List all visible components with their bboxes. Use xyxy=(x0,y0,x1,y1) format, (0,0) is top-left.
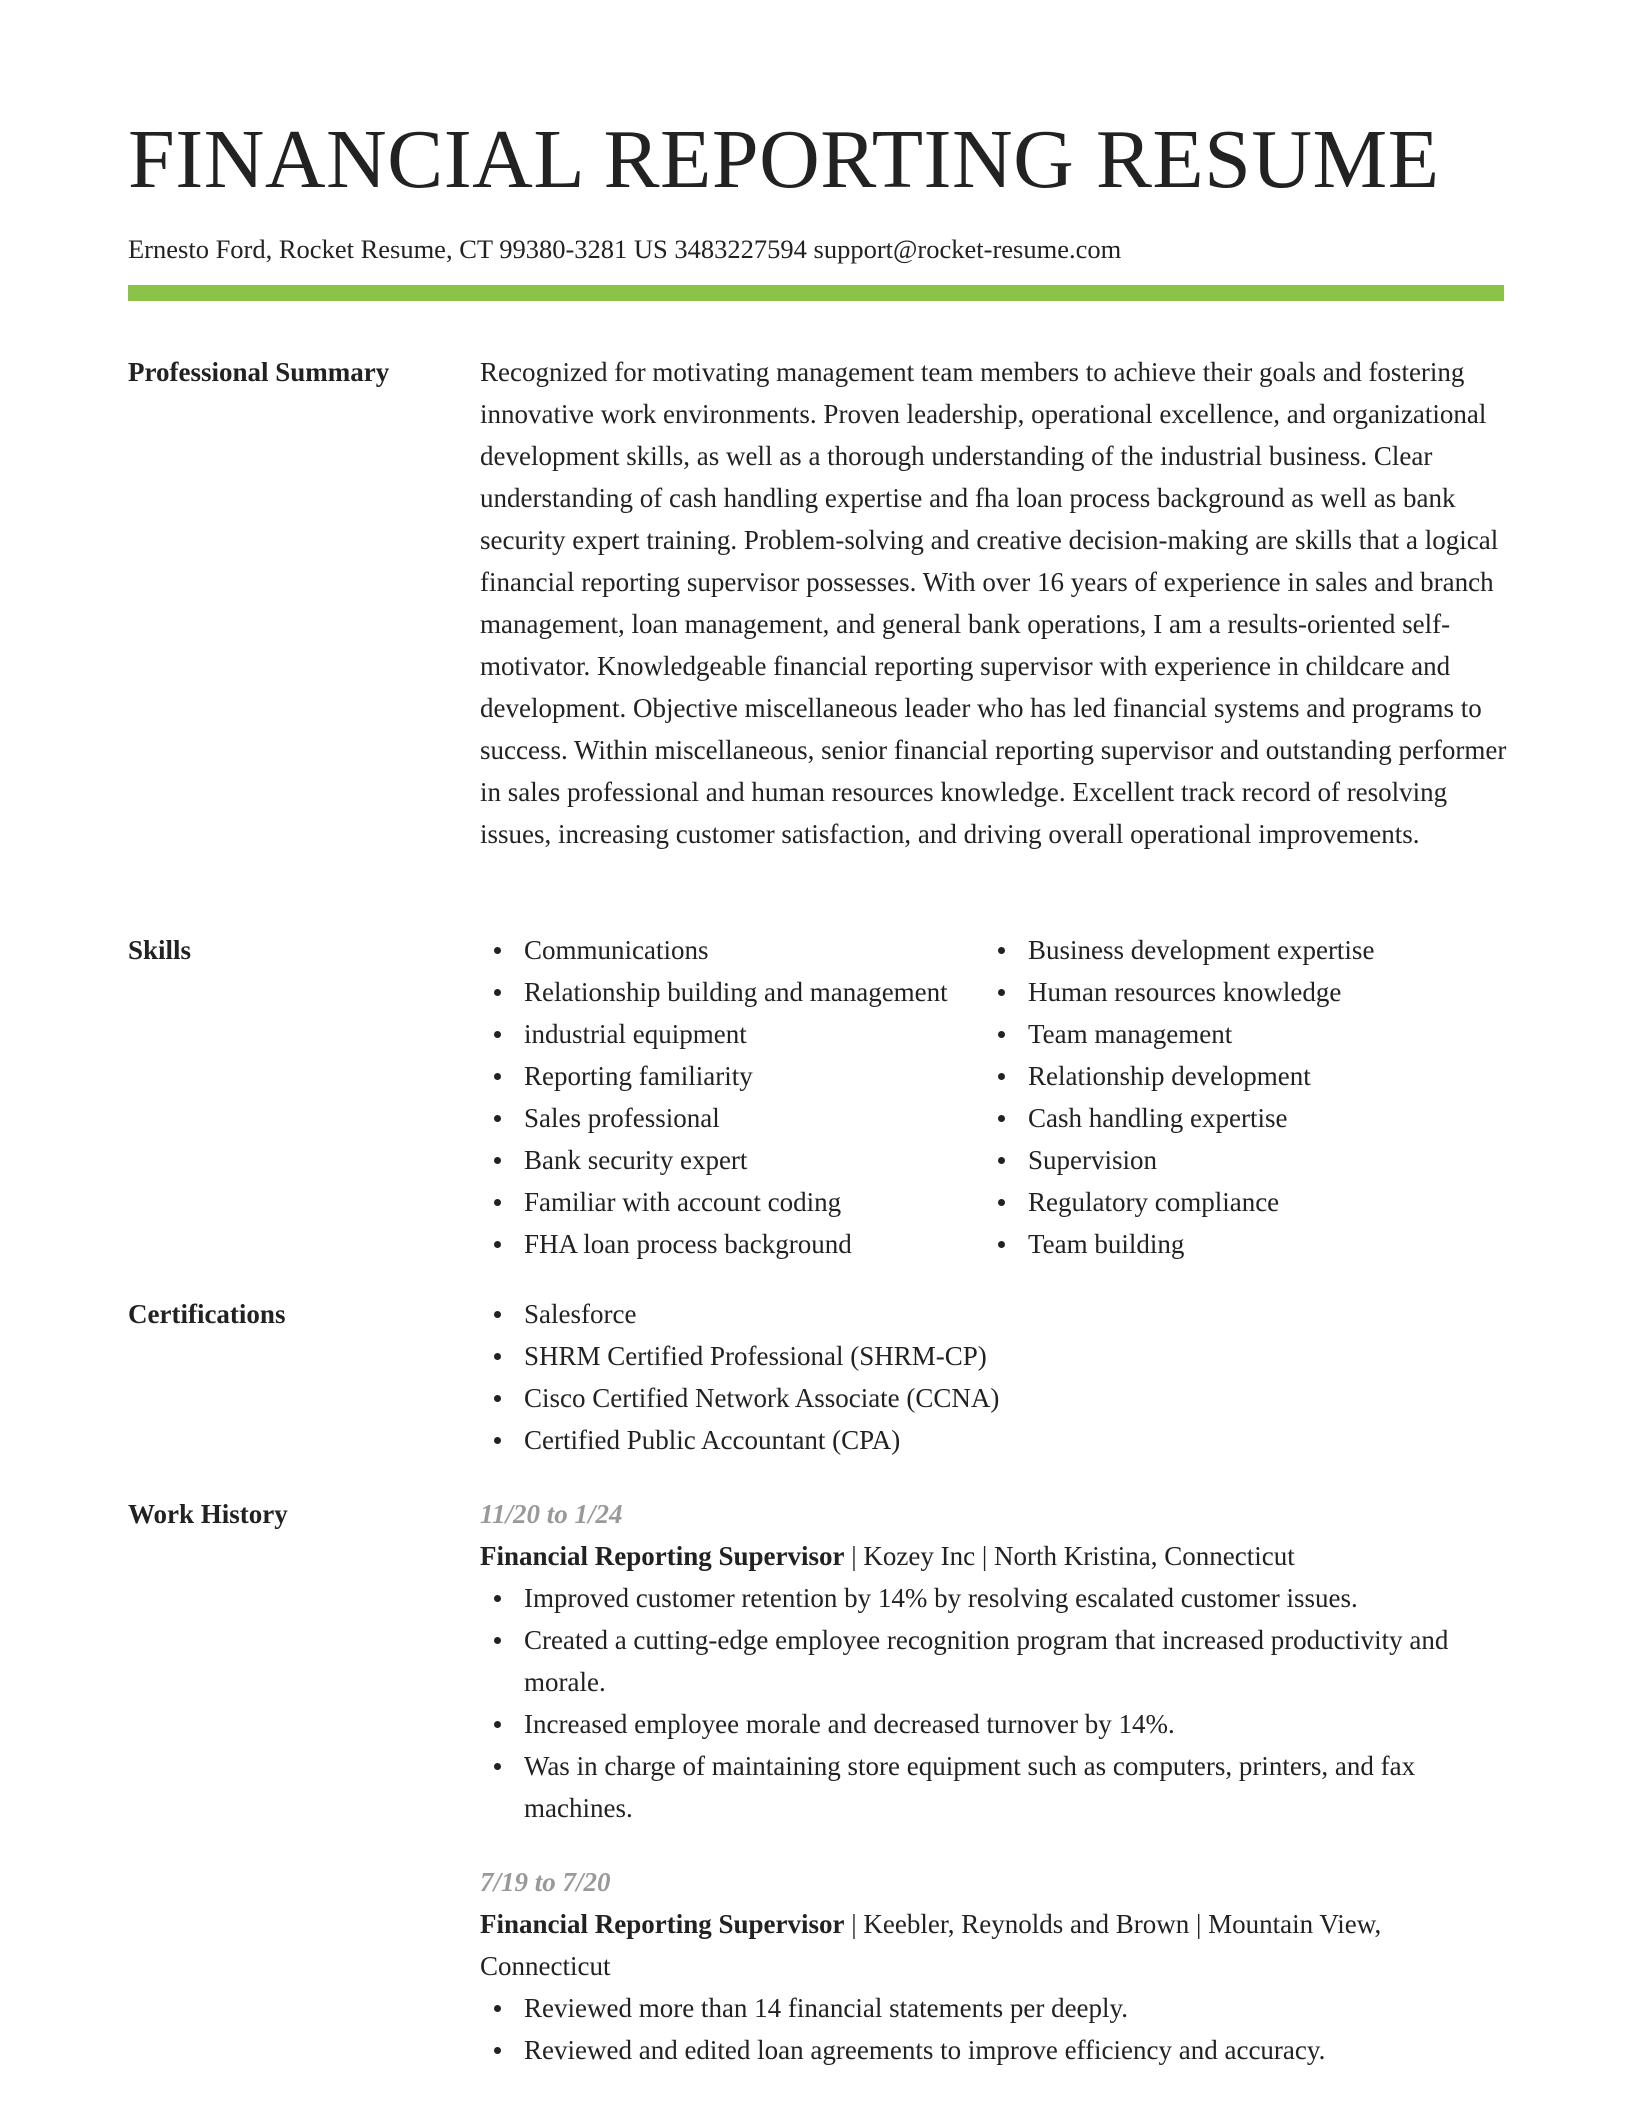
job-entry xyxy=(480,1861,1510,2071)
work-history-body xyxy=(480,1493,1510,2071)
skill-item: Bank security expert xyxy=(480,1139,948,1181)
skill-item: Team management xyxy=(984,1013,1374,1055)
job-heading xyxy=(480,1535,1510,1577)
job-bullet: Increased employee morale and decreased turnover by 14%. xyxy=(480,1703,1510,1745)
resume-title: FINANCIAL REPORTING RESUME xyxy=(128,113,1440,206)
skills-columns xyxy=(480,929,1510,1265)
job-role: Financial Reporting Supervisor xyxy=(480,1541,845,1571)
skill-item: Cash handling expertise xyxy=(984,1097,1374,1139)
skill-item: Familiar with account coding xyxy=(480,1181,948,1223)
job-role: Financial Reporting Supervisor xyxy=(480,1909,845,1939)
summary-body xyxy=(480,351,1510,855)
skill-item: Team building xyxy=(984,1223,1374,1265)
certifications-list xyxy=(480,1293,1510,1461)
job-bullet: Improved customer retention by 14% by resolving escalated customer issues. xyxy=(480,1577,1510,1619)
job-bullet: Created a cutting-edge employee recognition program that increased productivity and morale. xyxy=(480,1619,1510,1703)
skill-item: Sales professional xyxy=(480,1097,948,1139)
skill-item: Regulatory compliance xyxy=(984,1181,1374,1223)
skill-item: Supervision xyxy=(984,1139,1374,1181)
skill-item: Business development expertise xyxy=(984,929,1374,971)
skills-column-2 xyxy=(984,929,1374,1265)
job-dates: 7/19 to 7/20 xyxy=(480,1867,611,1897)
certification-item: Certified Public Accountant (CPA) xyxy=(480,1419,1510,1461)
job-bullet-list xyxy=(480,1987,1510,2071)
job-company-location: | Keebler, Reynolds and Brown | Mountain View, Connecticut xyxy=(480,1909,1382,1981)
skill-item: Reporting familiarity xyxy=(480,1055,948,1097)
contact-line: Ernesto Ford, Rocket Resume, CT 99380-3281 US 3483227594 support@rocket-resume.com xyxy=(128,234,1122,264)
skill-item: Human resources knowledge xyxy=(984,971,1374,1013)
section-label-summary: Professional Summary xyxy=(128,357,390,387)
section-label-skills: Skills xyxy=(128,935,192,965)
skill-item: Relationship development xyxy=(984,1055,1374,1097)
skill-item: Relationship building and management xyxy=(480,971,948,1013)
skill-item: industrial equipment xyxy=(480,1013,948,1055)
job-entry xyxy=(480,1493,1510,1829)
job-bullet-list xyxy=(480,1577,1510,1829)
skill-item: Communications xyxy=(480,929,948,971)
certification-item: SHRM Certified Professional (SHRM-CP) xyxy=(480,1335,1510,1377)
certifications-body xyxy=(480,1293,1510,1461)
job-bullet: Reviewed more than 14 financial statements per deeply. xyxy=(480,1987,1510,2029)
job-bullet: Reviewed and edited loan agreements to improve efficiency and accuracy. xyxy=(480,2029,1510,2071)
job-dates: 11/20 to 1/24 xyxy=(480,1499,623,1529)
job-company-location: | Kozey Inc | North Kristina, Connecticut xyxy=(844,1541,1295,1571)
job-bullet: Was in charge of maintaining store equipment such as computers, printers, and fax machines. xyxy=(480,1745,1510,1829)
skills-body xyxy=(480,929,1510,1265)
skills-column-1 xyxy=(480,929,948,1265)
summary-text: Recognized for motivating management team members to achieve their goals and fostering innovative work environments. Proven leadership, operational excellence, and organizational development skills, as well as a thorough understanding of the industrial business. Clear understanding of cash handling expertise and fha loan process background as well as bank security expert training. Problem-solving and creative decision-making are skills that a logical financial reporting supervisor possesses. With over 16 years of experience in sales and branch management, loan management, and general bank operations, I am a results-oriented self-motivator. Knowledgeable financial reporting supervisor with experience in childcare and development. Objective miscellaneous leader who has led financial systems and programs to success. Within miscellaneous, senior financial reporting supervisor and outstanding performer in sales professional and human resources knowledge. Excellent track record of resolving issues, increasing customer satisfaction, and driving overall operational improvements. xyxy=(480,357,1507,849)
section-label-certifications: Certifications xyxy=(128,1299,286,1329)
certification-item: Cisco Certified Network Associate (CCNA) xyxy=(480,1377,1510,1419)
job-heading xyxy=(480,1903,1510,1987)
section-label-work-history: Work History xyxy=(128,1499,288,1529)
accent-divider xyxy=(128,285,1504,301)
certification-item: Salesforce xyxy=(480,1293,1510,1335)
skill-item: FHA loan process background xyxy=(480,1223,948,1265)
